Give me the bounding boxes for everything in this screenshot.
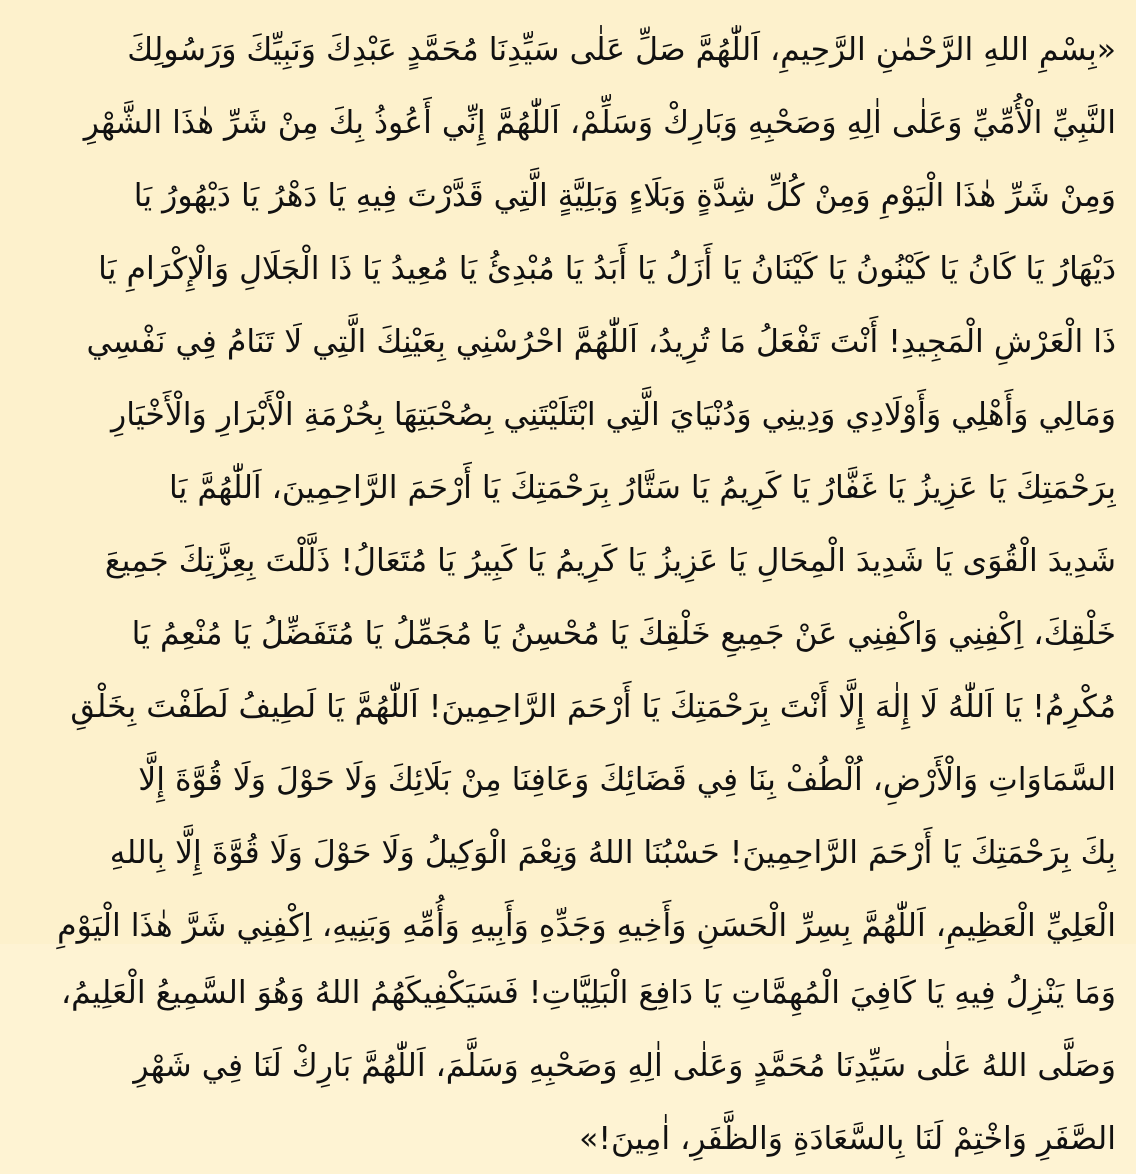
prayer-text-upper <box>22 14 1116 963</box>
text-line: خَلْقِكَ، اِكْفِنِي وَاكْفِنِي عَنْ جَمِيعِ خَلْقِكَ يَا مُحْسِنُ يَا مُجَمِّلُ يَا مُتَفَضِّلُ يَا مُنْعِمُ يَا <box>131 616 1116 652</box>
text-line: الصَّفَرِ وَاخْتِمْ لَنَا بِالسَّعَادَةِ وَالظَّفَرِ، اٰمِينَ!» <box>579 1121 1116 1157</box>
text-line: بِكَ بِرَحْمَتِكَ يَا أَرْحَمَ الرَّاحِمِينَ! حَسْبُنَا اللهُ وَنِعْمَ الْوَكِيلُ وَلَا حَوْلَ وَلَا قُوَّةَ إِلَّا بِاللهِ <box>109 835 1116 871</box>
text-line: «بِسْمِ اللهِ الرَّحْمٰنِ الرَّحِيمِ، اَللّٰهُمَّ صَلِّ عَلٰى سَيِّدِنَا مُحَمَّدٍ عَبْدِكَ وَنَبِيِّكَ وَرَسُولِكَ <box>127 32 1116 68</box>
text-line: وَصَلَّى اللهُ عَلٰى سَيِّدِنَا مُحَمَّدٍ وَعَلٰى اٰلِهِ وَصَحْبِهِ وَسَلَّمَ، اَللّٰهُمَّ بَارِكْ لَنَا فِي شَهْرِ <box>133 1048 1116 1084</box>
text-line: بِرَحْمَتِكَ يَا عَزِيزُ يَا غَفَّارُ يَا كَرِيمُ يَا سَتَّارُ بِرَحْمَتِكَ يَا أَرْحَمَ الرَّاحِمِينَ، اَللّٰهُمَّ يَا <box>169 470 1116 506</box>
text-line: دَيْهَارُ يَا كَانُ يَا كَيْنُونُ يَا كَيْنَانُ يَا أَزَلُ يَا أَبَدُ يَا مُبْدِئُ يَا مُعِيدُ يَا ذَا الْجَلَالِ وَالْإِكْرَامِ يَا <box>98 251 1116 287</box>
prayer-text-lower <box>22 957 1116 1174</box>
text-line: الْعَلِيِّ الْعَظِيمِ، اَللّٰهُمَّ بِسِرِّ الْحَسَنِ وَأَخِيهِ وَجَدِّهِ وَأَبِيهِ وَأُمِّهِ وَبَنِيهِ، اِكْفِنِي شَرَّ هٰذَا الْيَوْمِ <box>57 908 1116 944</box>
text-line: وَمِنْ شَرِّ هٰذَا الْيَوْمِ وَمِنْ كُلِّ شِدَّةٍ وَبَلَاءٍ وَبَلِيَّةٍ الَّتِي قَدَّرْتَ فِيهِ يَا دَهْرُ يَا دَيْهُورُ يَا <box>133 178 1116 214</box>
text-line: ذَا الْعَرْشِ الْمَجِيدِ! أَنْتَ تَفْعَلُ مَا تُرِيدُ، اَللّٰهُمَّ احْرُسْنِي بِعَيْنِكَ الَّتِي لَا تَنَامُ فِي نَفْسِي <box>86 324 1116 360</box>
text-line: وَمَا يَنْزِلُ فِيهِ يَا كَافِيَ الْمُهِمَّاتِ يَا دَافِعَ الْبَلِيَّاتِ! فَسَيَكْفِيكَهُمُ اللهُ وَهُوَ السَّمِيعُ الْعَلِيمُ، <box>61 975 1116 1011</box>
text-line: النَّبِيِّ الْأُمِّيِّ وَعَلٰى اٰلِهِ وَصَحْبِهِ وَبَارِكْ وَسَلِّمْ، اَللّٰهُمَّ إِنِّي أَعُوذُ بِكَ مِنْ شَرِّ هٰذَا الشَّهْرِ <box>83 105 1116 141</box>
text-line: وَمَالِي وَأَهْلِي وَأَوْلَادِي وَدِينِي وَدُنْيَايَ الَّتِي ابْتَلَيْتَنِي بِصُحْبَتِهَا بِحُرْمَةِ الْأَبْرَارِ وَالْأَخْيَارِ <box>111 397 1116 433</box>
text-line: مُكْرِمُ! يَا اَللّٰهُ لَا إِلٰهَ إِلَّا أَنْتَ بِرَحْمَتِكَ يَا أَرْحَمَ الرَّاحِمِينَ! اَللّٰهُمَّ يَا لَطِيفُ لَطَفْتَ بِخَلْقِ <box>70 689 1116 725</box>
text-line: السَّمَاوَاتِ وَالْأَرْضِ، اُلْطُفْ بِنَا فِي قَضَائِكَ وَعَافِنَا مِنْ بَلَائِكَ وَلَا حَوْلَ وَلَا قُوَّةَ إِلَّا <box>138 762 1116 798</box>
text-line: شَدِيدَ الْقُوَى يَا شَدِيدَ الْمِحَالِ يَا عَزِيزُ يَا كَرِيمُ يَا كَبِيرُ يَا مُتَعَالُ! ذَلَّلْتَ بِعِزَّتِكَ جَمِيعَ <box>104 543 1116 579</box>
